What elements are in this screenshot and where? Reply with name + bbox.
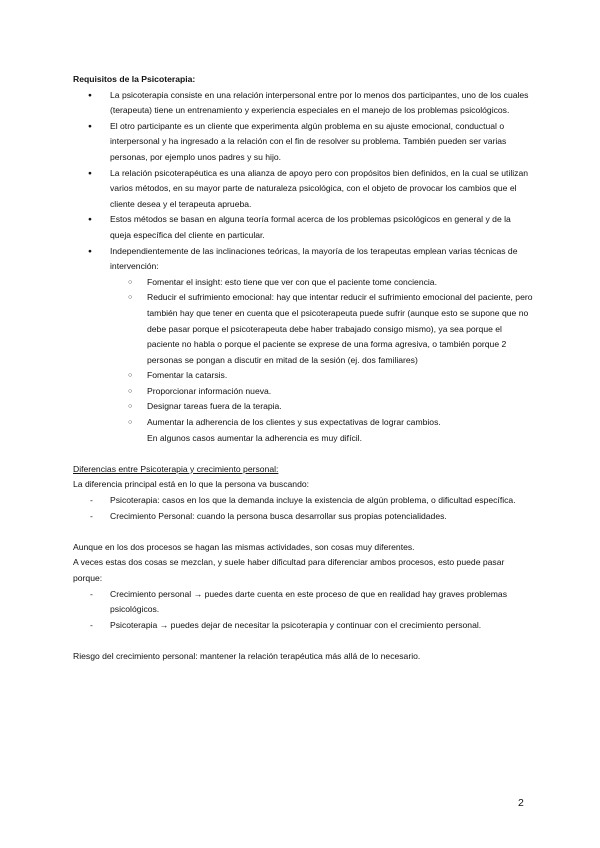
techniques-list [110,275,533,447]
section-heading-requisitos: Requisitos de la Psicoterapia: [73,74,196,84]
sub-list-item: ○ Reducir el sufrimiento emocional: hay que intentar reducir el sufrimiento emocional del paciente, pero también hay que tener en cuenta que el psicoterapeuta puede sufrir (aunque esto se supone que no debe pasar porque el psicoterapeuta debe haber trabajado consigo mismo), ya sea porque el paciente no habla o porque el paciente se exprese de una forma agresiva, o también porque 2 personas se pongan a discutir en mitad de la sesión (ej. dos familiares) [73,290,533,368]
paragraph: A veces estas dos cosas se mezclan, y suele haber dificultad para diferenciar ambos procesos, esto puede pasar porque: [73,557,505,583]
list-item: ● La relación psicoterapéutica es una alianza de apoyo pero con propósitos bien definidos, en la cual se utilizan varios métodos, en su mayor parte de naturaleza psicológica, con el objeto de provocar los cambios que el cliente desea y el terapeuta aprueba. [73,166,533,213]
paragraph-risk: Riesgo del crecimiento personal: mantener la relación terapéutica más allá de lo necesario. [73,650,421,661]
sub-list-item: ○ Proporcionar información nueva. [73,384,533,400]
sub-list-item: ○ Designar tareas fuera de la terapia. [73,399,533,415]
section-heading-diferencias: Diferencias entre Psicoterapia y crecimiento personal: [73,463,279,474]
list-item: ● Estos métodos se basan en alguna teoría formal acerca de los problemas psicológicos en general y de la queja específica del cliente en particular. [73,212,533,243]
page-content [73,72,533,665]
sub-list-item: ○ Fomentar la catarsis. [73,368,533,384]
list-item-techniques [73,244,533,447]
list-item-text: Independientemente de las inclinaciones teóricas, la mayoría de los terapeutas emplean varias técnicas de intervención: [110,245,518,272]
sub-list-item-extra: En algunos casos aumentar la adherencia es muy difícil. [147,432,362,443]
sub-list-item: ○ Fomentar el insight: esto tiene que ver con que el paciente tome conciencia. [73,275,533,291]
dash-list-item: - Psicoterapia → puedes dejar de necesitar la psicoterapia y continuar con el crecimiento personal. [73,618,533,634]
list-item: ● La psicoterapia consiste en una relación interpersonal entre por lo menos dos participantes, uno de los cuales (terapeuta) tiene un entrenamiento y experiencia especiales en el manejo de los problemas psicológicos. [73,88,533,119]
dash-list-item: - Crecimiento personal → puedes darte cuenta en este proceso de que en realidad hay graves problemas psicológicos. [73,587,533,618]
list-item: ● El otro participante es un cliente que experimenta algún problema en su ajuste emocional, conductual o interpersonal y ha ingresado a la relación con el fin de resolver su problema. También pueden ser varias personas, por ejemplo unos padres y su hijo. [73,119,533,166]
differences-list [73,493,533,524]
paragraph: Aunque en los dos procesos se hagan las mismas actividades, son cosas muy diferentes. [73,541,415,552]
reasons-list [73,587,533,634]
dash-list-item: - Psicoterapia: casos en los que la demanda incluye la existencia de algún problema, o dificultad específica. [73,493,533,509]
page-number: 2 [518,797,524,809]
sub-list-item [73,415,533,446]
sub-list-item-text: Aumentar la adherencia de los clientes y sus expectativas de lograr cambios. [147,417,441,428]
requisitos-list [73,88,533,447]
dash-list-item: - Crecimiento Personal: cuando la persona busca desarrollar sus propias potencialidades. [73,509,533,525]
paragraph-intro: La diferencia principal está en lo que la persona va buscando: [73,479,310,490]
